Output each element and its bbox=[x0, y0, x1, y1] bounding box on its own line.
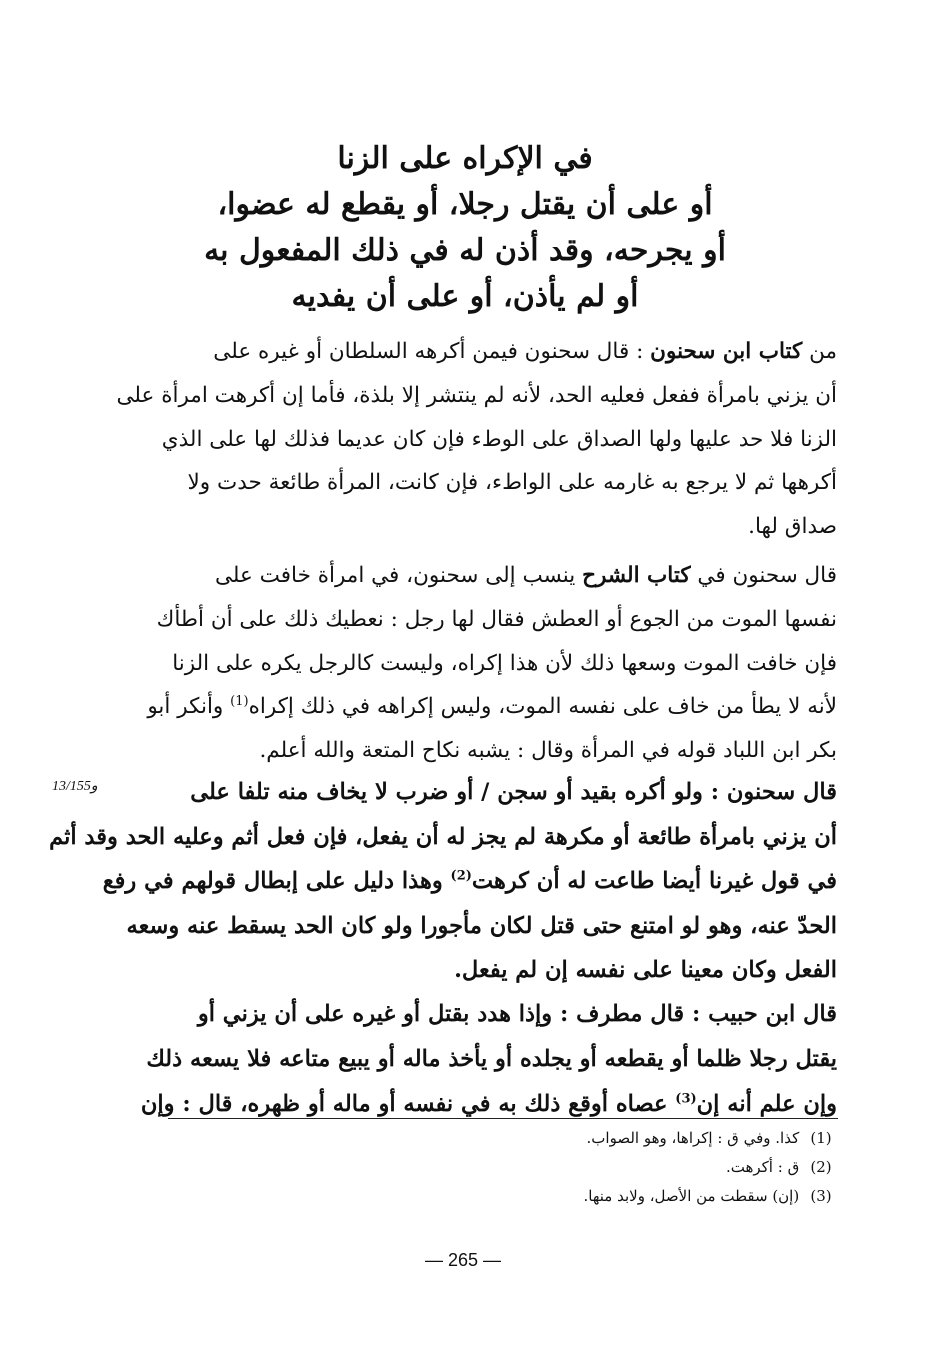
footnote-ref-2: (2) bbox=[450, 868, 472, 884]
paragraph-3-line-5: الفعل وكان معينا على نفسه إن لم يفعل. bbox=[454, 957, 837, 983]
paragraph-2-line-4-text: لأنه لا يطأ من خاف على نفسه الموت، وليس إكراهه في ذلك إكراه bbox=[248, 694, 837, 720]
paragraph-3-line-4: الحدّ عنه، وهو لو امتنع حتى قتل لكان مأجورا ولو كان الحد يسقط عنه وسعه bbox=[126, 912, 837, 939]
chapter-title-line-4: أو لم يأذن، أو على أن يفديه bbox=[291, 279, 639, 314]
paragraph-1-line-2: أن يزني بامرأة ففعل فعليه الحد، لأنه لم ينتشر إلا بلذة، فأما إن أكرهت امرأة على bbox=[116, 382, 837, 408]
paragraph-1-line-1 bbox=[172, 330, 837, 374]
paragraph-2-line-4 bbox=[147, 685, 837, 729]
paragraph-4-line-1: قال ابن حبيب : قال مطرف : وإذا هدد بقتل أو غيره على أن يزني أو bbox=[197, 1001, 837, 1027]
chapter-title-line-3: أو يجرحه، وقد أذن له في ذلك المفعول به bbox=[204, 233, 726, 268]
footnote-text: كذا. وفي ق : إكراها، وهو الصواب. bbox=[586, 1129, 800, 1147]
paragraph-2-line-4-end: وأنكر أبو bbox=[147, 694, 224, 720]
paragraph-3-line-3-text: في قول غيرنا أيضا طاعت له أن كرهت bbox=[471, 868, 837, 894]
paragraph-1-line-1-rest: : قال سحنون فيمن أكرهه السلطان أو غيره على bbox=[213, 339, 644, 364]
footnotes bbox=[168, 1124, 838, 1211]
chapter-title-line-1: في الإكراه على الزنا bbox=[337, 141, 593, 176]
paragraph-4-line-2: يقتل رجلا ظلما أو يقطعه أو يجلده أو يأخذ ماله أو يبيع متاعه فلا يسعه ذلك bbox=[146, 1046, 837, 1072]
paragraph-1-lead: من bbox=[809, 339, 837, 364]
footnote-ref-1: (1) bbox=[230, 694, 249, 710]
page-number: — 265 — bbox=[424, 1250, 502, 1270]
paragraph-2-line-3: فإن خافت الموت وسعها ذلك لأن هذا إكراه، وليست كالرجل يكره على الزنا bbox=[172, 650, 837, 676]
footnote-number: (1) bbox=[810, 1129, 832, 1147]
manuscript-folio-marker: 13/155و bbox=[52, 779, 98, 794]
paragraph-3-line-2: أن يزني بامرأة طائعة أو مكرهة لم يجز له أن يفعل، فإن فعل أثم وعليه الحد وقد أثم bbox=[49, 823, 837, 850]
footnote-ref-3: (3) bbox=[675, 1091, 697, 1107]
footnote-1 bbox=[168, 1124, 838, 1153]
paragraph-2-line-2: نفسها الموت من الجوع أو العطش فقال لها رجل : نعطيك ذلك على أن أطأك bbox=[156, 606, 837, 632]
chapter-title bbox=[160, 136, 770, 320]
paragraph-1 bbox=[116, 330, 837, 549]
footnote-3 bbox=[168, 1182, 838, 1211]
paragraph-1-line-3: الزنا فلا حد عليها ولها الصداق على الوطء فإن كان عديما فذلك لها على الذي bbox=[161, 426, 837, 452]
source-book-title: كتاب الشرح bbox=[582, 563, 691, 588]
paragraph-4 bbox=[140, 992, 837, 1127]
footnote-number: (2) bbox=[810, 1158, 832, 1176]
paragraph-2-line-1 bbox=[172, 554, 837, 598]
paragraph-2-line-1-rest: ينسب إلى سحنون، في امرأة خافت على bbox=[214, 563, 576, 588]
footnote-divider bbox=[168, 1118, 838, 1119]
paragraph-3-line-3 bbox=[102, 859, 837, 904]
footnote-text: ق : أكرهت. bbox=[725, 1158, 800, 1176]
footnote-number: (3) bbox=[810, 1187, 832, 1205]
paragraph-4-line-3-end: عصاه أوقع ذلك به في نفسه أو ماله أو ظهره، قال : وإن bbox=[140, 1091, 668, 1117]
paragraph-4-line-3-text: وإن علم أنه إن bbox=[696, 1091, 837, 1117]
footnote-2 bbox=[168, 1153, 838, 1182]
paragraph-1-line-5: صداق لها. bbox=[748, 514, 837, 540]
paragraph-2-line-5: بكر ابن اللباد قوله في المرأة وقال : يشبه نكاح المتعة والله أعلم. bbox=[259, 738, 837, 764]
paragraph-3-line-3-end: وهذا دليل على إبطال قولهم في رفع bbox=[102, 868, 443, 894]
paragraph-1-line-4: أكرهها ثم لا يرجع به غارمه على الواطء، فإن كانت، المرأة طائعة حدت ولا bbox=[187, 470, 837, 496]
paragraph-3-line-1: قال سحنون : ولو أكره بقيد أو سجن / أو ضرب لا يخاف منه تلفا على bbox=[190, 779, 837, 805]
footnote-text: (إن) سقطت من الأصل، ولابد منها. bbox=[583, 1187, 800, 1205]
paragraph-4-line-3 bbox=[140, 1082, 837, 1127]
chapter-title-line-2: أو على أن يقتل رجلا، أو يقطع له عضوا، bbox=[217, 187, 713, 222]
paragraph-2-lead: قال سحنون في bbox=[697, 563, 837, 588]
source-book-title: كتاب ابن سحنون bbox=[650, 339, 803, 364]
paragraph-2 bbox=[147, 554, 837, 773]
